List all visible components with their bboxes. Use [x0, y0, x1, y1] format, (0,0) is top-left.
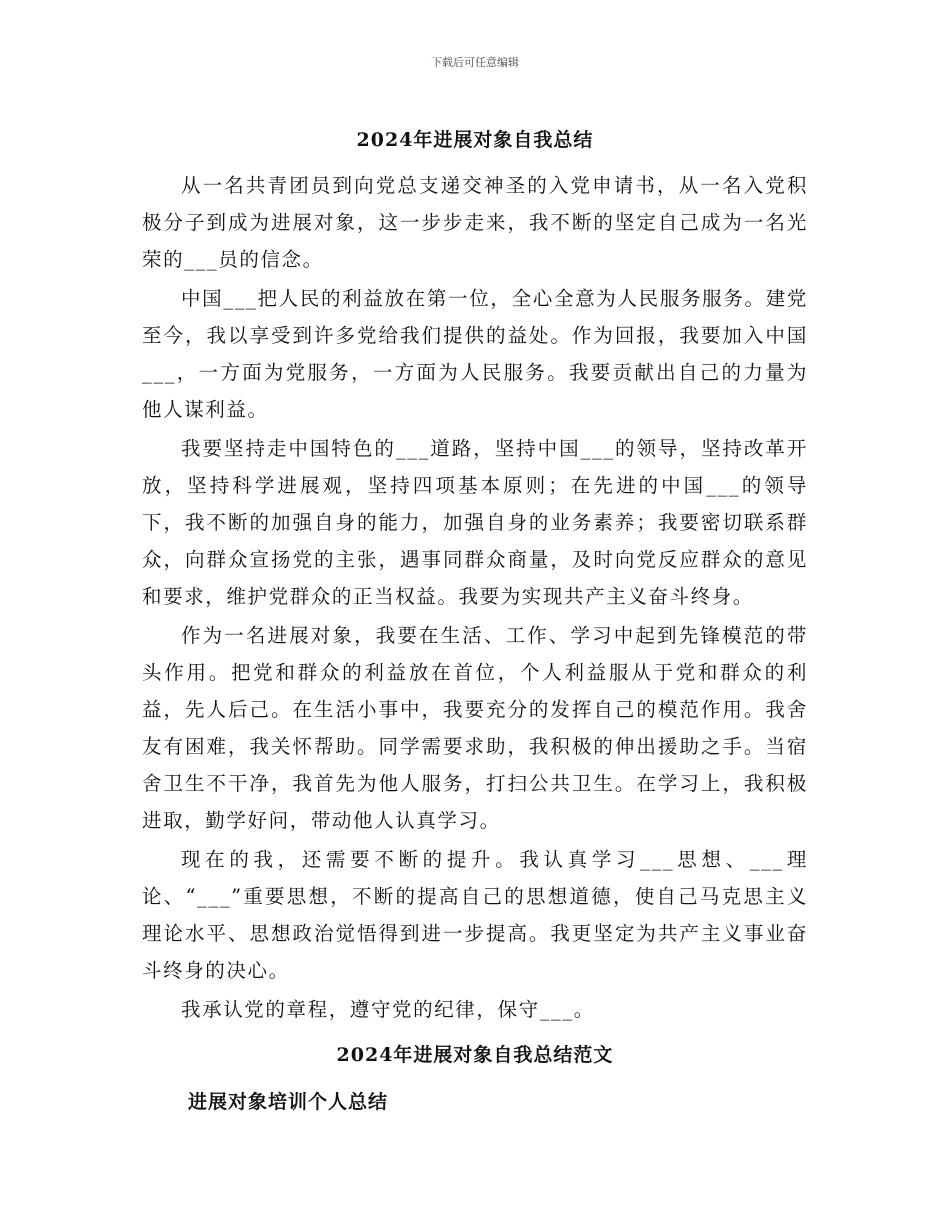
header-note: 下载后可任意编辑 [431, 56, 519, 69]
paragraph: 现在的我，还需要不断的提升。我认真学习___思想、___理论、“___”重要思想，不断的提高自己的思想道德，使自己马克思主义理论水平、思想政治觉悟得到进一步提高。我更坚定为共产主义事业奋斗终身的决心。 [142, 848, 808, 982]
section-heading: 进展对象培训个人总结 [188, 1091, 389, 1113]
paragraph: 中国___把人民的利益放在第一位，全心全意为人民服务服务。建党至今，我以享受到许多党给我们提供的益处。作为回报，我要加入中国___，一方面为党服务，一方面为人民服务。我要贡献出自己的力量为他人谋利益。 [142, 287, 808, 421]
paragraph: 我要坚持走中国特色的___道路，坚持中国___的领导，坚持改革开放，坚持科学进展观，坚持四项基本原则；在先进的中国___的领导下，我不断的加强自身的能力，加强自身的业务素养；我要密切联系群众，向群众宣扬党的主张，遇事同群众商量，及时向党反应群众的意见和要求，维护党群众的正当权益。我要为实现共产主义奋斗终身。 [142, 437, 808, 608]
document-body [142, 167, 808, 1030]
document-title: 2024年进展对象自我总结 [356, 129, 594, 151]
paragraph: 作为一名进展对象，我要在生活、工作、学习中起到先锋模范的带头作用。把党和群众的利益放在首位，个人利益服从于党和群众的利益，先人后己。在生活小事中，我要充分的发挥自己的模范作用。我舍友有困难，我关怀帮助。同学需要求助，我积极的伸出援助之手。当宿舍卫生不干净，我首先为他人服务，打扫公共卫生。在学习上，我积极进取，勤学好问，带动他人认真学习。 [142, 624, 808, 832]
paragraph: 从一名共青团员到向党总支递交神圣的入党申请书，从一名入党积极分子到成为进展对象，这一步步走来，我不断的坚定自己成为一名光荣的___员的信念。 [142, 174, 808, 271]
subtitle: 2024年进展对象自我总结范文 [336, 1044, 614, 1066]
paragraph: 我承认党的章程，遵守党的纪律，保守___。 [181, 998, 595, 1021]
